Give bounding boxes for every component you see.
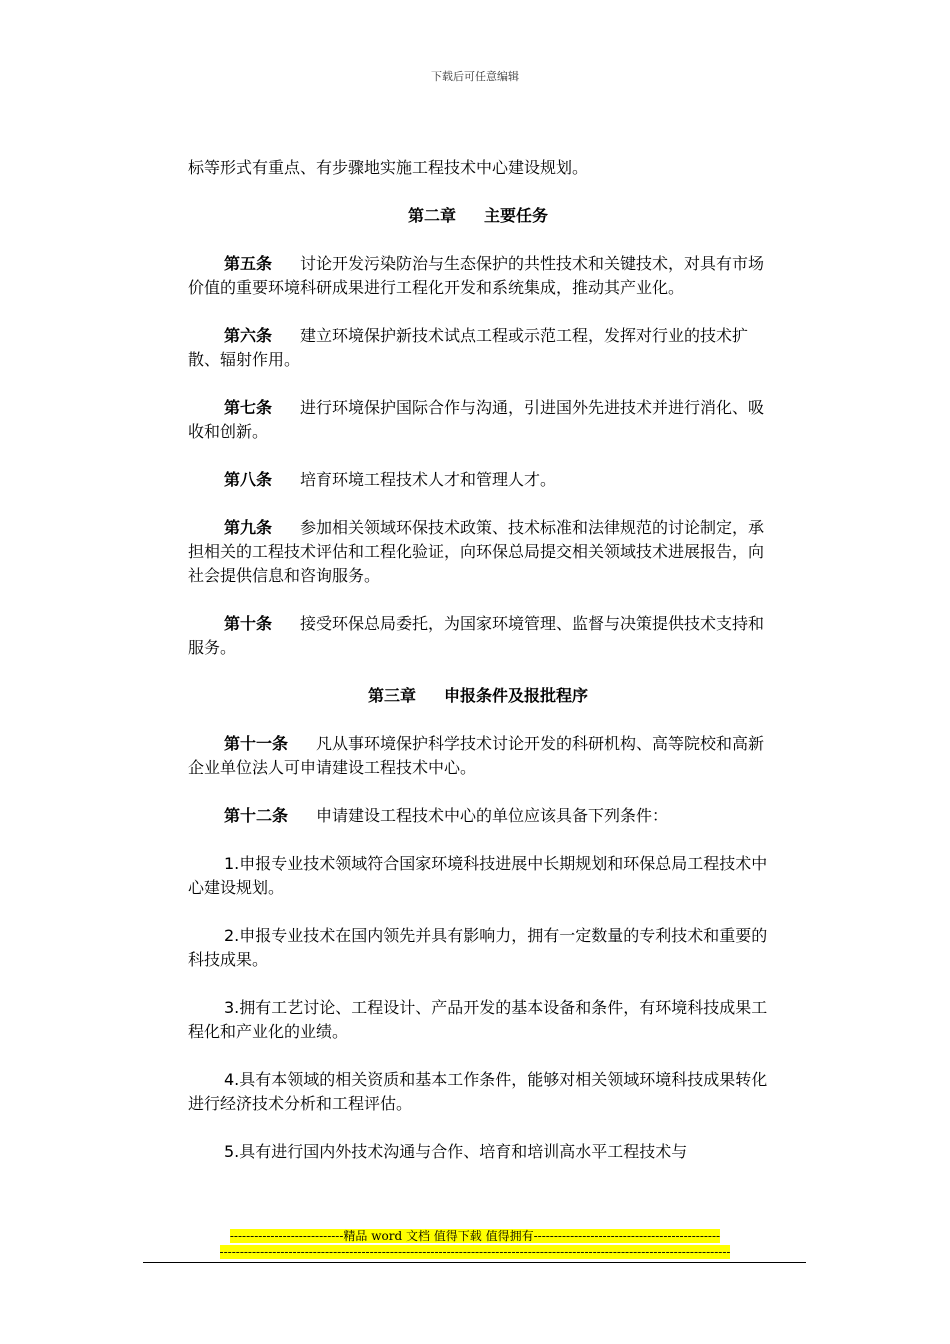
article-11: [188, 732, 768, 780]
list-item: 1.申报专业技术领域符合国家环境科技进展中长期规划和环保总局工程技术中心建设规划。: [188, 854, 768, 897]
article-5: [188, 252, 768, 300]
paragraph-continuation: 标等形式有重点、有步骤地实施工程技术中心建设规划。: [188, 158, 589, 177]
article-label: 第八条: [224, 470, 273, 489]
article-text: 进行环境保护国际合作与沟通，引进国外先进技术并进行消化、吸收和创新。: [188, 398, 765, 441]
article-label: 第十条: [224, 614, 273, 633]
chapter-number: 第二章: [407, 206, 456, 225]
footer-dash-text: ------------------------------------------------------------------------------------------------------------------------------: [219, 1245, 731, 1259]
article-label: 第七条: [224, 398, 273, 417]
article-label: 第五条: [224, 254, 273, 273]
article-10: [188, 612, 768, 660]
article-text: 申请建设工程技术中心的单位应该具备下列条件：: [316, 806, 669, 825]
page-header: 下载后可任意编辑: [431, 70, 519, 83]
chapter-title: 主要任务: [484, 206, 549, 225]
list-item: 2.申报专业技术在国内领先并具有影响力，拥有一定数量的专利技术和重要的科技成果。: [188, 926, 768, 969]
article-text: 凡从事环境保护科学技术讨论开发的科研机构、高等院校和高新企业单位法人可申请建设工程技术中心。: [188, 734, 765, 777]
list-item: 5.具有进行国内外技术沟通与合作、培育和培训高水平工程技术与: [224, 1142, 688, 1161]
footer-rule: [143, 1262, 806, 1263]
footer-dash-line: [0, 1244, 950, 1260]
article-9: [188, 516, 768, 588]
footer-banner-text: ----------------------------精品 word 文档 值得下载 值得拥有----------------------------------------------: [229, 1229, 721, 1243]
article-8: [188, 468, 768, 492]
list-item: 4.具有本领域的相关资质和基本工作条件，能够对相关领域环境科技成果转化进行经济技术分析和工程评估。: [188, 1070, 768, 1113]
chapter-number: 第三章: [367, 686, 416, 705]
page-footer: [0, 1228, 950, 1260]
article-label: 第九条: [224, 518, 273, 537]
footer-banner: [0, 1228, 950, 1244]
article-12: [188, 804, 768, 828]
article-label: 第十一条: [224, 734, 289, 753]
article-6: [188, 324, 768, 372]
article-text: 接受环保总局委托，为国家环境管理、监督与决策提供技术支持和服务。: [188, 614, 765, 657]
article-text: 讨论开发污染防治与生态保护的共性技术和关键技术，对具有市场价值的重要环境科研成果进行工程化开发和系统集成，推动其产业化。: [188, 254, 765, 297]
article-label: 第十二条: [224, 806, 289, 825]
chapter-title: 申报条件及报批程序: [444, 686, 589, 705]
article-text: 培育环境工程技术人才和管理人才。: [300, 470, 557, 489]
article-7: [188, 396, 768, 444]
article-text: 参加相关领域环保技术政策、技术标准和法律规范的讨论制定，承担相关的工程技术评估和工程化验证，向环保总局提交相关领域技术进展报告，向社会提供信息和咨询服务。: [188, 518, 765, 585]
chapter-heading-2: [188, 204, 768, 228]
chapter-heading-3: [188, 684, 768, 708]
article-text: 建立环境保护新技术试点工程或示范工程，发挥对行业的技术扩散、辐射作用。: [188, 326, 749, 369]
article-label: 第六条: [224, 326, 273, 345]
list-item: 3.拥有工艺讨论、工程设计、产品开发的基本设备和条件，有环境科技成果工程化和产业化的业绩。: [188, 998, 768, 1041]
document-body: [188, 156, 768, 1188]
